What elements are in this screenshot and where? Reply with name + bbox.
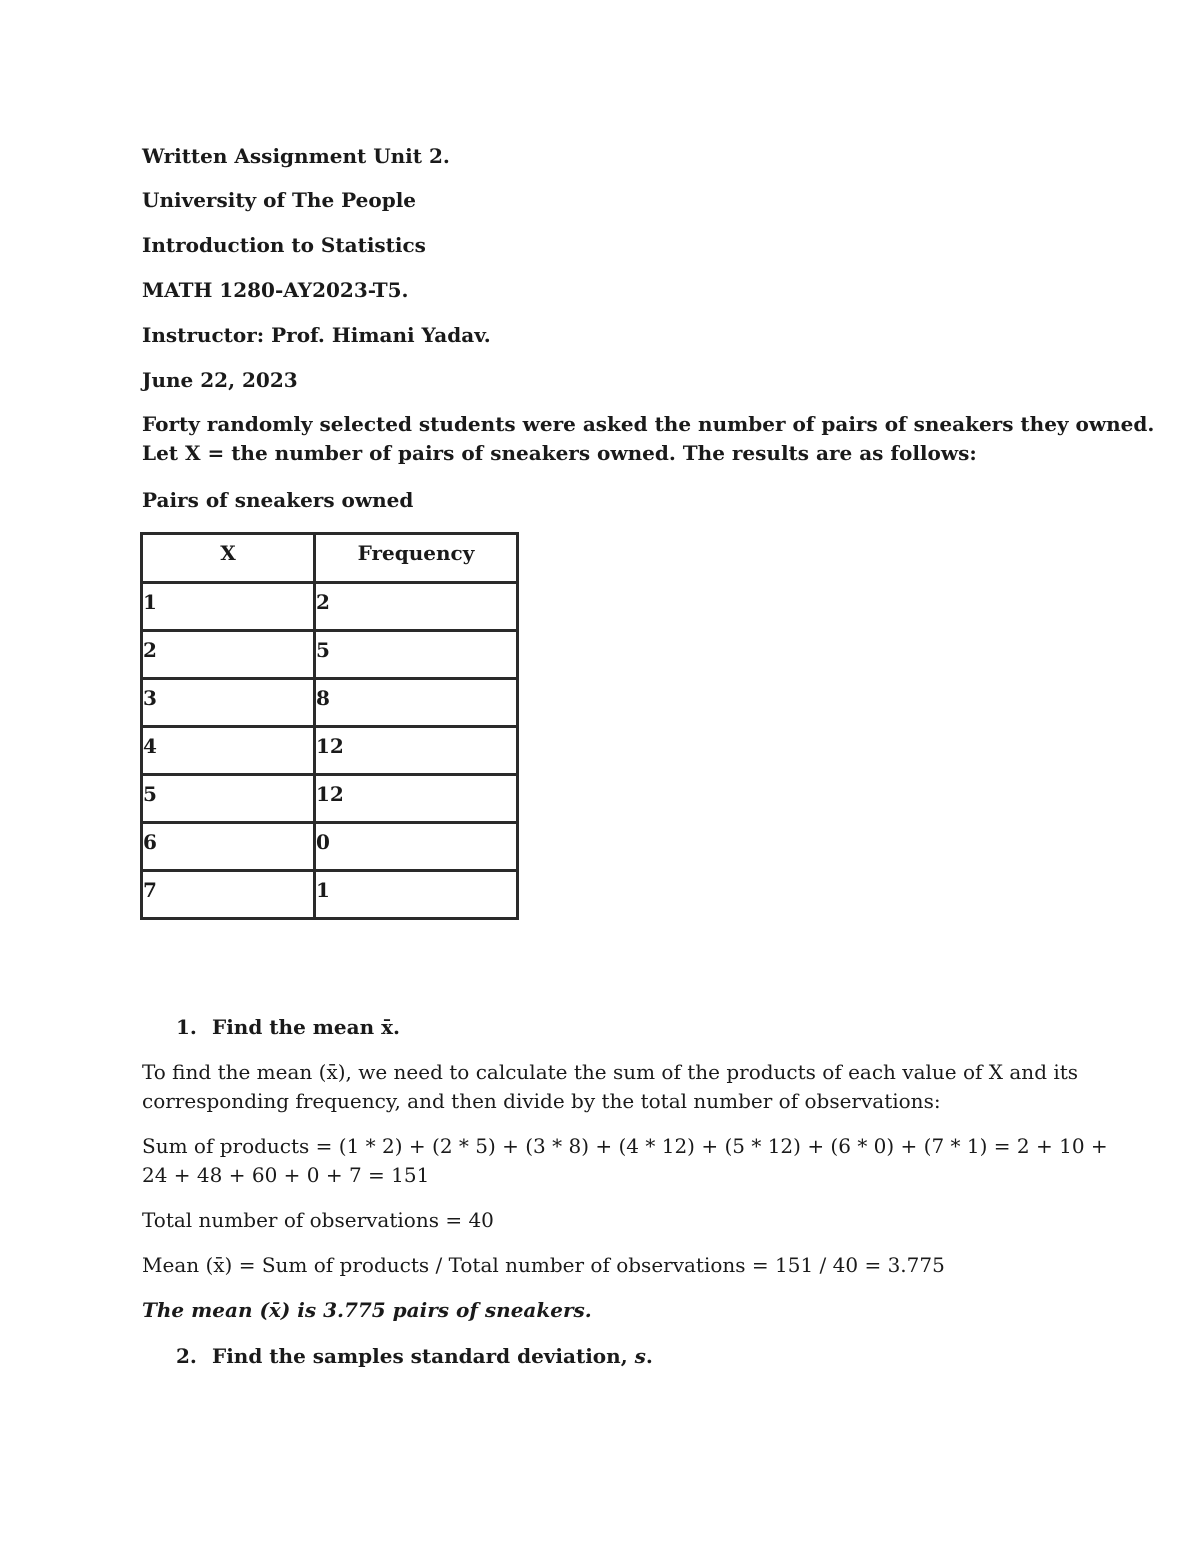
table-row: [142, 631, 518, 679]
table-header-row: [142, 534, 518, 583]
cell-x: 6: [142, 823, 315, 871]
assignment-title: Written Assignment Unit 2.: [142, 144, 450, 168]
cell-frequency: 5: [315, 631, 518, 679]
table-row: [142, 823, 518, 871]
intro-line-1: Forty randomly selected students were asked the number of pairs of sneakers they owned.: [142, 412, 1155, 436]
question-2-text: Find the samples standard deviation,: [212, 1344, 635, 1368]
table-row: [142, 679, 518, 727]
q1-sum-line-1: Sum of products = (1 * 2) + (2 * 5) + (3 * 8) + (4 * 12) + (5 * 12) + (6 * 0) + (7 * 1) = 2 + 10 +: [142, 1134, 1108, 1158]
question-1-number: 1.: [176, 1015, 197, 1039]
header-frequency: Frequency: [315, 534, 518, 583]
frequency-table: [140, 532, 519, 920]
q1-conclusion: The mean (x̄) is 3.775 pairs of sneakers.: [142, 1298, 592, 1322]
table-caption: Pairs of sneakers owned: [142, 488, 414, 512]
table-row: [142, 871, 518, 919]
q1-explanation-line-2: corresponding frequency, and then divide by the total number of observations:: [142, 1089, 941, 1113]
table-row: [142, 727, 518, 775]
cell-x: 4: [142, 727, 315, 775]
university-name: University of The People: [142, 188, 417, 212]
intro-line-2: Let X = the number of pairs of sneakers owned. The results are as follows:: [142, 441, 977, 465]
cell-x: 7: [142, 871, 315, 919]
cell-x: 3: [142, 679, 315, 727]
q1-sum-line-2: 24 + 48 + 60 + 0 + 7 = 151: [142, 1163, 430, 1187]
cell-frequency: 2: [315, 583, 518, 631]
cell-frequency: 1: [315, 871, 518, 919]
question-2-number: 2.: [176, 1344, 197, 1368]
course-name: Introduction to Statistics: [142, 233, 426, 257]
question-2-symbol: s: [634, 1344, 646, 1368]
question-2-heading: [176, 1342, 653, 1371]
instructor-line: Instructor: Prof. Himani Yadav.: [142, 323, 491, 347]
q1-total-line: Total number of observations = 40: [142, 1208, 494, 1232]
cell-x: 5: [142, 775, 315, 823]
cell-frequency: 8: [315, 679, 518, 727]
q1-mean-calculation: Mean (x̄) = Sum of products / Total number of observations = 151 / 40 = 3.775: [142, 1253, 945, 1277]
cell-x: 1: [142, 583, 315, 631]
cell-frequency: 0: [315, 823, 518, 871]
question-1-text: Find the mean x̄.: [212, 1015, 400, 1039]
cell-x: 2: [142, 631, 315, 679]
course-code: MATH 1280-AY2023-T5.: [142, 278, 409, 302]
table-row: [142, 775, 518, 823]
header-x: X: [142, 534, 315, 583]
question-2-end: .: [645, 1344, 653, 1368]
table-row: [142, 583, 518, 631]
question-1-heading: [176, 1013, 400, 1042]
q1-explanation-line-1: To find the mean (x̄), we need to calculate the sum of the products of each value of X and its: [142, 1060, 1079, 1084]
cell-frequency: 12: [315, 775, 518, 823]
date-line: June 22, 2023: [142, 368, 298, 392]
cell-frequency: 12: [315, 727, 518, 775]
